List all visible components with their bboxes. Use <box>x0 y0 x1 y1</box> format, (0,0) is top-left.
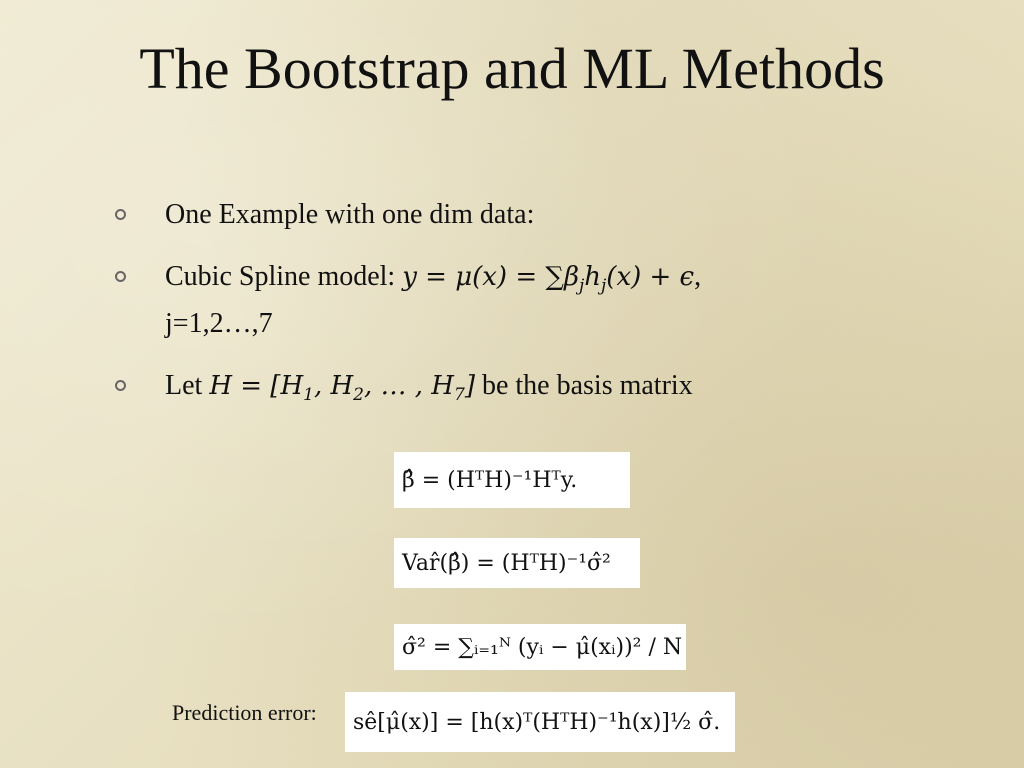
bullet-item-example <box>112 196 892 234</box>
prediction-error-label: Prediction error: <box>172 700 317 725</box>
equation-subscript: 7 <box>453 385 465 406</box>
formula-sigma-hat <box>394 624 686 670</box>
bullet-list <box>112 196 892 438</box>
formula-beta-hat <box>394 452 630 508</box>
bullet-text: One Example with one dim data: <box>165 199 535 230</box>
formula-text: σ̂² = ∑ᵢ₌₁ᴺ (yᵢ − μ̂(xᵢ))² / N <box>402 634 683 660</box>
bullet-circle-icon <box>115 209 126 220</box>
bullet-text-prefix: Cubic Spline model: <box>165 261 403 292</box>
slide-title: The Bootstrap and ML Methods <box>139 36 885 101</box>
equation-subscript: j <box>578 276 585 297</box>
bullet-text-prefix: Let <box>165 370 210 402</box>
equation-part: (x) + ϵ <box>606 262 695 292</box>
basis-matrix-equation <box>209 371 475 406</box>
spline-equation <box>402 262 695 297</box>
equation-part: h <box>584 262 602 292</box>
formula-standard-error <box>345 692 735 752</box>
bullet-text-line2: j=1,2…,7 <box>165 308 273 340</box>
equation-part: y = μ(x) = ∑β <box>402 262 579 292</box>
equation-subscript: j <box>601 276 607 297</box>
equation-part: , H <box>313 371 354 402</box>
equation-subscript: 1 <box>303 385 314 406</box>
equation-part: H = [H <box>209 371 304 402</box>
bullet-circle-icon <box>115 380 126 391</box>
bullet-item-cubic-spline <box>112 258 892 343</box>
bullet-circle-icon <box>115 271 126 282</box>
bullet-item-basis-matrix <box>112 367 892 414</box>
formula-text: sê[μ̂(x)] = [h(x)ᵀ(HᵀH)⁻¹h(x)]½ σ̂. <box>353 709 721 735</box>
formula-text: Var̂(β̂) = (HᵀH)⁻¹σ̂² <box>402 550 611 576</box>
bullet-text-suffix: be the basis matrix <box>474 370 693 402</box>
bullet-text-suffix: , <box>694 261 702 292</box>
equation-part: ] <box>464 371 475 402</box>
equation-subscript: 2 <box>353 385 364 406</box>
formula-text: β̂ = (HᵀH)⁻¹Hᵀy. <box>402 467 578 493</box>
equation-part: , … , H <box>363 371 454 402</box>
formula-variance-beta <box>394 538 640 588</box>
